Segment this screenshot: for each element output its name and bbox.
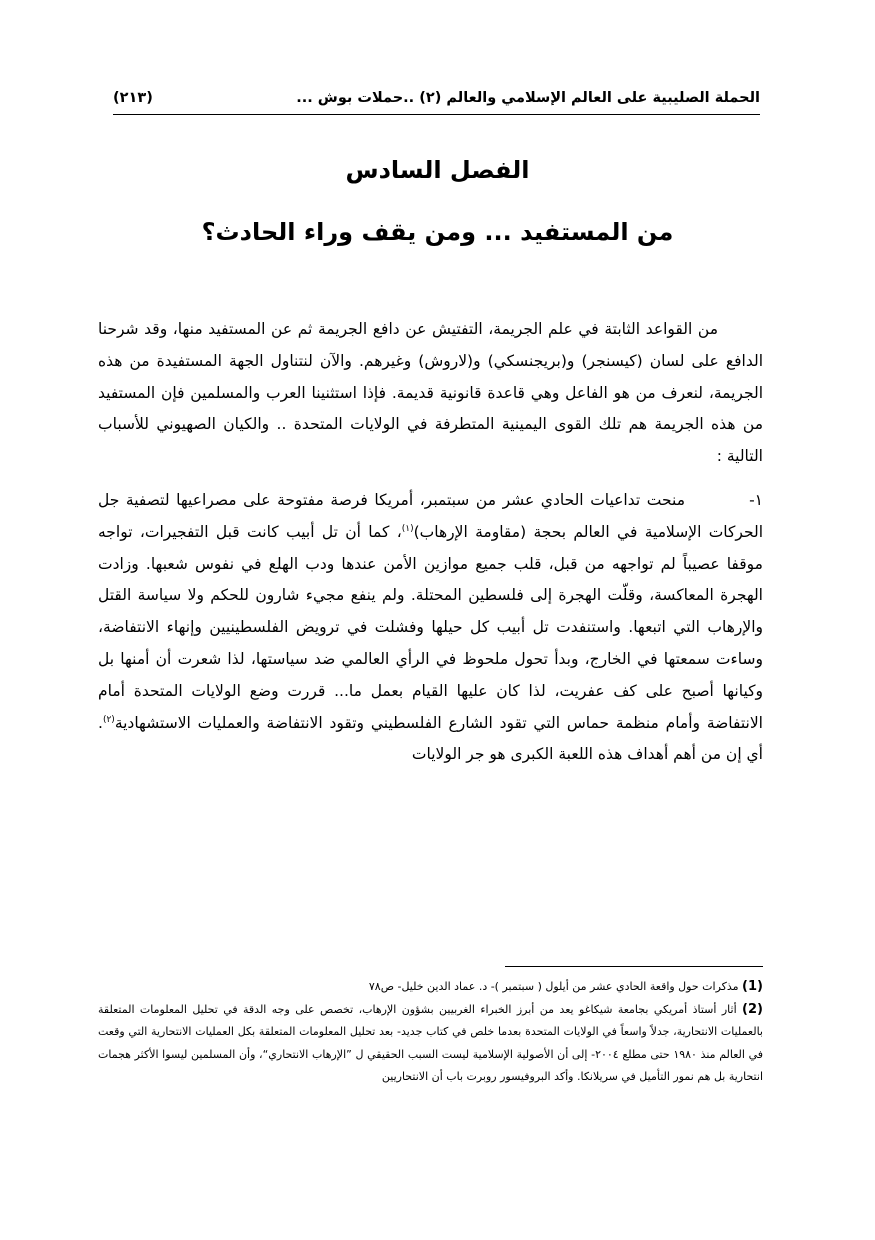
running-header-title: الحملة الصليبية على العالم الإسلامي والعالم (٢) ..حملات بوش ... xyxy=(296,90,760,106)
footnote-1 xyxy=(98,976,763,999)
list-item-number: ١- xyxy=(749,490,763,509)
intro-paragraph: من القواعد الثابتة في علم الجريمة، التفتيش عن دافع الجريمة ثم عن المستفيد منها، وقد شرحنا الدافع على لسان (كيسنجر) و(بريجنسكي) و(لاروش) وغيرهم. والآن لنتناول الجهة المستفيدة من هذه الجريمة، لنعرف من هو الفاعل وهي قاعدة قانونية قديمة. فإذا استثنينا العرب والمسلمين فإن المستفيد من هذه الجريمة هم تلك القوى اليمينية المتطرفة في الولايات المتحدة .. والكيان الصهيوني للأسباب التالية : xyxy=(98,320,763,466)
list-item-text: ، كما أن تل أبيب كانت قبل التفجيرات، تواجه موقفا عصيباً لم تواجهه من قبل، قلب جميع موازين الأمن عندها ودب الهلع في نفوس شعبها. وزادت الهجرة المعاكسة، وقلّت الهجرة إلى فلسطين المحتلة. ولم ينفع مجيء شارون للحكم ولا سياسة القتل والإرهاب التي اتبعها. واستنفدت تل أبيب كل حيلها وفشلت في ترويض الفلسطينيين وإنهاء الانتفاضة، وساءت سمعتها في الخارج، وبدأ تحول ملحوظ في الرأي العالمي ضد سياستها، لذا شعرت أن أمنها بل وكيانها أصبح على كف عفريت، لذا كان عليها القيام بعمل ما... قررت وضع الولايات المتحدة أمام الانتفاضة وأمام منظمة حماس التي تقود الشارع الفلسطيني وتقود الانتفاضة والعمليات الاستشهادية xyxy=(98,522,763,732)
footnote-2 xyxy=(98,999,763,1089)
body-text xyxy=(98,314,763,771)
list-item-text: منحت تداعيات الحادي عشر من سبتمبر، أمريكا فرصة مفتوحة على مصراعيها لتصفية جل الحركات الإسلامية في العالم بحجة (مقاومة الإرهاب) xyxy=(98,490,763,541)
footnote-marker-1: (1) xyxy=(742,979,763,994)
footnote-text-1: مذكرات حول واقعة الحادي عشر من أيلول ( سبتمبر )- د. عماد الدين خليل- ص٧٨ xyxy=(368,980,739,993)
page-number: (٢١٣) xyxy=(113,90,153,106)
footnote-marker-2: (2) xyxy=(742,1001,763,1017)
footnote-text-2: أثار أستاذ أمريكي بجامعة شيكاغو يعد من أبرز الخبراء الغربيين بشؤون الإرهاب، تخصص على وجه الدقة في تحليل المعلومات المتعلقة بالعمليات الانتحارية، جدلاً واسعاً في الولايات المتحدة بعدما خلص في كتاب جديد- بعد تحليل المعلومات المتعلقة بكل العمليات الانتحارية التي وقعت في العالم منذ ١٩٨٠ حتى مطلع ٢٠٠٤- إلى أن الأصولية الإسلامية ليست السبب الحقيقي ل ”الإرهاب الانتحاري“، وأن المسلمين ليسوا الأكثر هجمات انتحارية بل هم نمور التأميل في سريلانكا. وأكد البروفيسور روبرت باب أن الانتحاريين xyxy=(98,1002,763,1084)
chapter-title: الفصل السادس xyxy=(345,156,530,184)
footnote-reference-2: (٢) xyxy=(102,714,115,725)
footnote-reference-1: (١) xyxy=(401,523,414,534)
footnotes xyxy=(98,976,763,1089)
chapter-subtitle: من المستفيد ... ومن يقف وراء الحادث؟ xyxy=(201,218,674,246)
list-item-1 xyxy=(98,485,763,771)
running-header xyxy=(113,86,760,115)
footnote-separator xyxy=(505,966,763,967)
list-item-text: . أي إن من أهم أهداف هذه اللعبة الكبرى هو جر الولايات xyxy=(98,713,763,764)
